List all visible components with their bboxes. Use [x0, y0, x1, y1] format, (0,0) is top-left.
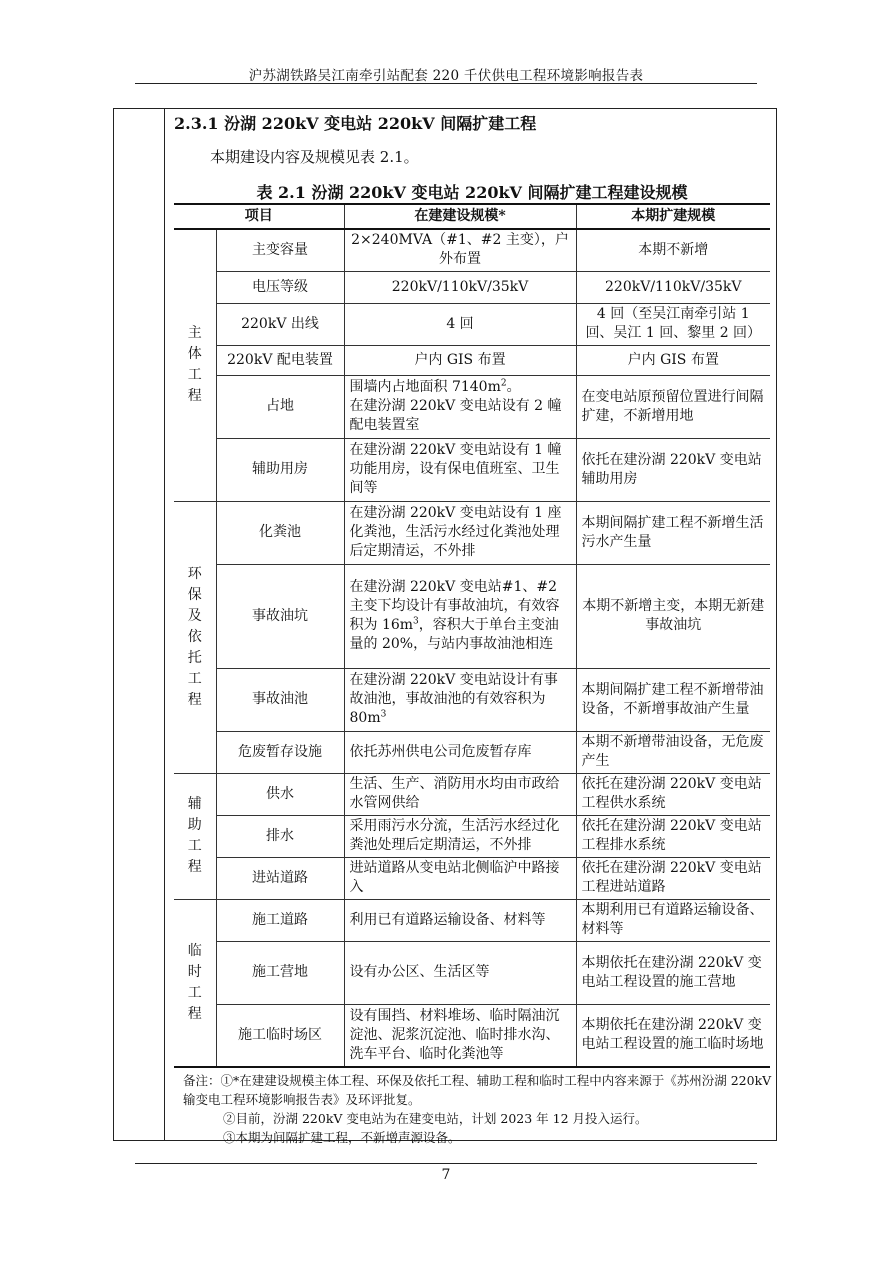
note-2: ②目前，汾湖 220kV 变电站为在建变电站，计划 2023 年 12 月投入运行。 — [223, 1111, 648, 1126]
row-expansion: 本期不新增带油设备，无危废产生 — [576, 731, 770, 773]
row-item: 施工营地 — [216, 941, 344, 1004]
table-row — [174, 815, 770, 857]
row-item: 事故油池 — [216, 668, 344, 731]
row-item: 化粪池 — [216, 501, 344, 564]
row-expansion: 依托在建汾湖 220kV 变电站工程排水系统 — [576, 815, 770, 857]
row-expansion: 本期不新增主变，本期无新建事故油坑 — [576, 564, 770, 668]
row-current: 采用雨污水分流，生活污水经过化粪池处理后定期清运，不外排 — [344, 815, 576, 857]
table-row — [174, 345, 770, 375]
table-row — [174, 899, 770, 941]
row-expansion: 本期利用已有道路运输设备、材料等 — [576, 899, 770, 941]
construction-scale-table — [174, 203, 770, 1068]
page-header: 沪苏湖铁路吴江南牵引站配套 220 千伏供电工程环境影响报告表 — [248, 68, 644, 84]
table-row — [174, 564, 770, 668]
row-expansion: 本期间隔扩建工程不新增生活污水产生量 — [576, 501, 770, 564]
row-current: 依托苏州供电公司危废暂存库 — [344, 731, 576, 773]
row-current: 设有围挡、材料堆场、临时隔油沉淀池、泥浆沉淀池、临时排水沟、洗车平台、临时化粪池等 — [344, 1004, 576, 1067]
table-row — [174, 773, 770, 815]
row-item: 排水 — [216, 815, 344, 857]
table-row — [174, 501, 770, 564]
header-current: 在建建设规模* — [344, 204, 576, 229]
row-current: 在建汾湖 220kV 变电站设有 1 幢功能用房，设有保电值班室、卫生间等 — [344, 438, 576, 501]
frame-divider — [164, 108, 165, 1141]
table-row — [174, 303, 770, 345]
row-current: 利用已有道路运输设备、材料等 — [344, 899, 576, 941]
note-3: ③本期为间隔扩建工程，不新增声源设备。 — [223, 1130, 461, 1145]
table-row — [174, 731, 770, 773]
table-row — [174, 438, 770, 501]
row-expansion: 220kV/110kV/35kV — [576, 271, 770, 303]
row-item: 电压等级 — [216, 271, 344, 303]
row-current: 在建汾湖 220kV 变电站设有 1 座化粪池，生活污水经过化粪池处理后定期清运，不外排 — [344, 501, 576, 564]
row-item: 220kV 出线 — [216, 303, 344, 345]
header-expansion: 本期扩建规模 — [576, 204, 770, 229]
row-item: 220kV 配电装置 — [216, 345, 344, 375]
section-title: 2.3.1 汾湖 220kV 变电站 220kV 间隔扩建工程 — [174, 114, 537, 133]
page-number: 7 — [441, 1167, 451, 1183]
row-item: 进站道路 — [216, 857, 344, 899]
table-row — [174, 375, 770, 438]
table-header-row — [174, 204, 770, 229]
row-item: 施工道路 — [216, 899, 344, 941]
row-expansion: 本期依托在建汾湖 220kV 变电站工程设置的施工营地 — [576, 941, 770, 1004]
row-expansion: 依托在建汾湖 220kV 变电站工程进站道路 — [576, 857, 770, 899]
header-item: 项目 — [174, 204, 344, 229]
table-row — [174, 229, 770, 271]
row-current: 在建汾湖 220kV 变电站设计有事故油池，事故油池的有效容积为 $80m^3$ — [344, 668, 576, 731]
row-expansion: 依托在建汾湖 220kV 变电站辅助用房 — [576, 438, 770, 501]
footer-rule — [135, 1163, 757, 1164]
group-env: 环保及依托工程 — [174, 501, 216, 773]
row-current: 在建汾湖 220kV 变电站#1、#2 主变下均设计有事故油坑，有效容积为 $16m^3$，容积大于单台主变油量的 20%，与站内事故油池相连 — [344, 564, 576, 668]
row-expansion: 本期不新增 — [576, 229, 770, 271]
row-current: 4 回 — [344, 303, 576, 345]
row-expansion: 4 回（至吴江南牵引站 1 回、吴江 1 回、黎里 2 回） — [576, 303, 770, 345]
row-current: 220kV/110kV/35kV — [344, 271, 576, 303]
row-item: 事故油坑 — [216, 564, 344, 668]
row-current: 进站道路从变电站北侧临沪中路接入 — [344, 857, 576, 899]
intro-text: 本期建设内容及规模见表 2.1。 — [210, 148, 419, 166]
row-current: 围墙内占地面积 $7140m^2$。 在建汾湖 220kV 变电站设有 2 幢配电装置室 — [344, 375, 576, 438]
row-current: 户内 GIS 布置 — [344, 345, 576, 375]
table-caption: 表 2.1 汾湖 220kV 变电站 220kV 间隔扩建工程建设规模 — [256, 183, 688, 202]
table-row — [174, 271, 770, 303]
table-notes — [183, 1071, 773, 1147]
note-1: 备注：①*在建建设规模主体工程、环保及依托工程、辅助工程和临时工程中内容来源于《苏州汾湖 220kV 输变电工程环境影响报告表》及环评批复。 — [183, 1073, 772, 1107]
table-row — [174, 941, 770, 1004]
table-row — [174, 668, 770, 731]
row-expansion: 户内 GIS 布置 — [576, 345, 770, 375]
group-aux: 辅助工程 — [174, 773, 216, 899]
row-expansion: 在变电站原预留位置进行间隔扩建，不新增用地 — [576, 375, 770, 438]
row-current: 生活、生产、消防用水均由市政给水管网供给 — [344, 773, 576, 815]
row-item: 危废暂存设施 — [216, 731, 344, 773]
header-rule — [135, 83, 757, 84]
row-current: 2×240MVA（#1、#2 主变），户外布置 — [344, 229, 576, 271]
row-item: 主变容量 — [216, 229, 344, 271]
row-current: 设有办公区、生活区等 — [344, 941, 576, 1004]
group-temp: 临时工程 — [174, 899, 216, 1067]
row-expansion: 本期依托在建汾湖 220kV 变电站工程设置的施工临时场地 — [576, 1004, 770, 1067]
row-expansion: 依托在建汾湖 220kV 变电站工程供水系统 — [576, 773, 770, 815]
row-item: 占地 — [216, 375, 344, 438]
row-item: 施工临时场区 — [216, 1004, 344, 1067]
group-main: 主体工程 — [174, 229, 216, 501]
row-item: 辅助用房 — [216, 438, 344, 501]
row-item: 供水 — [216, 773, 344, 815]
table-row — [174, 857, 770, 899]
row-expansion: 本期间隔扩建工程不新增带油设备，不新增事故油产生量 — [576, 668, 770, 731]
table-row — [174, 1004, 770, 1067]
